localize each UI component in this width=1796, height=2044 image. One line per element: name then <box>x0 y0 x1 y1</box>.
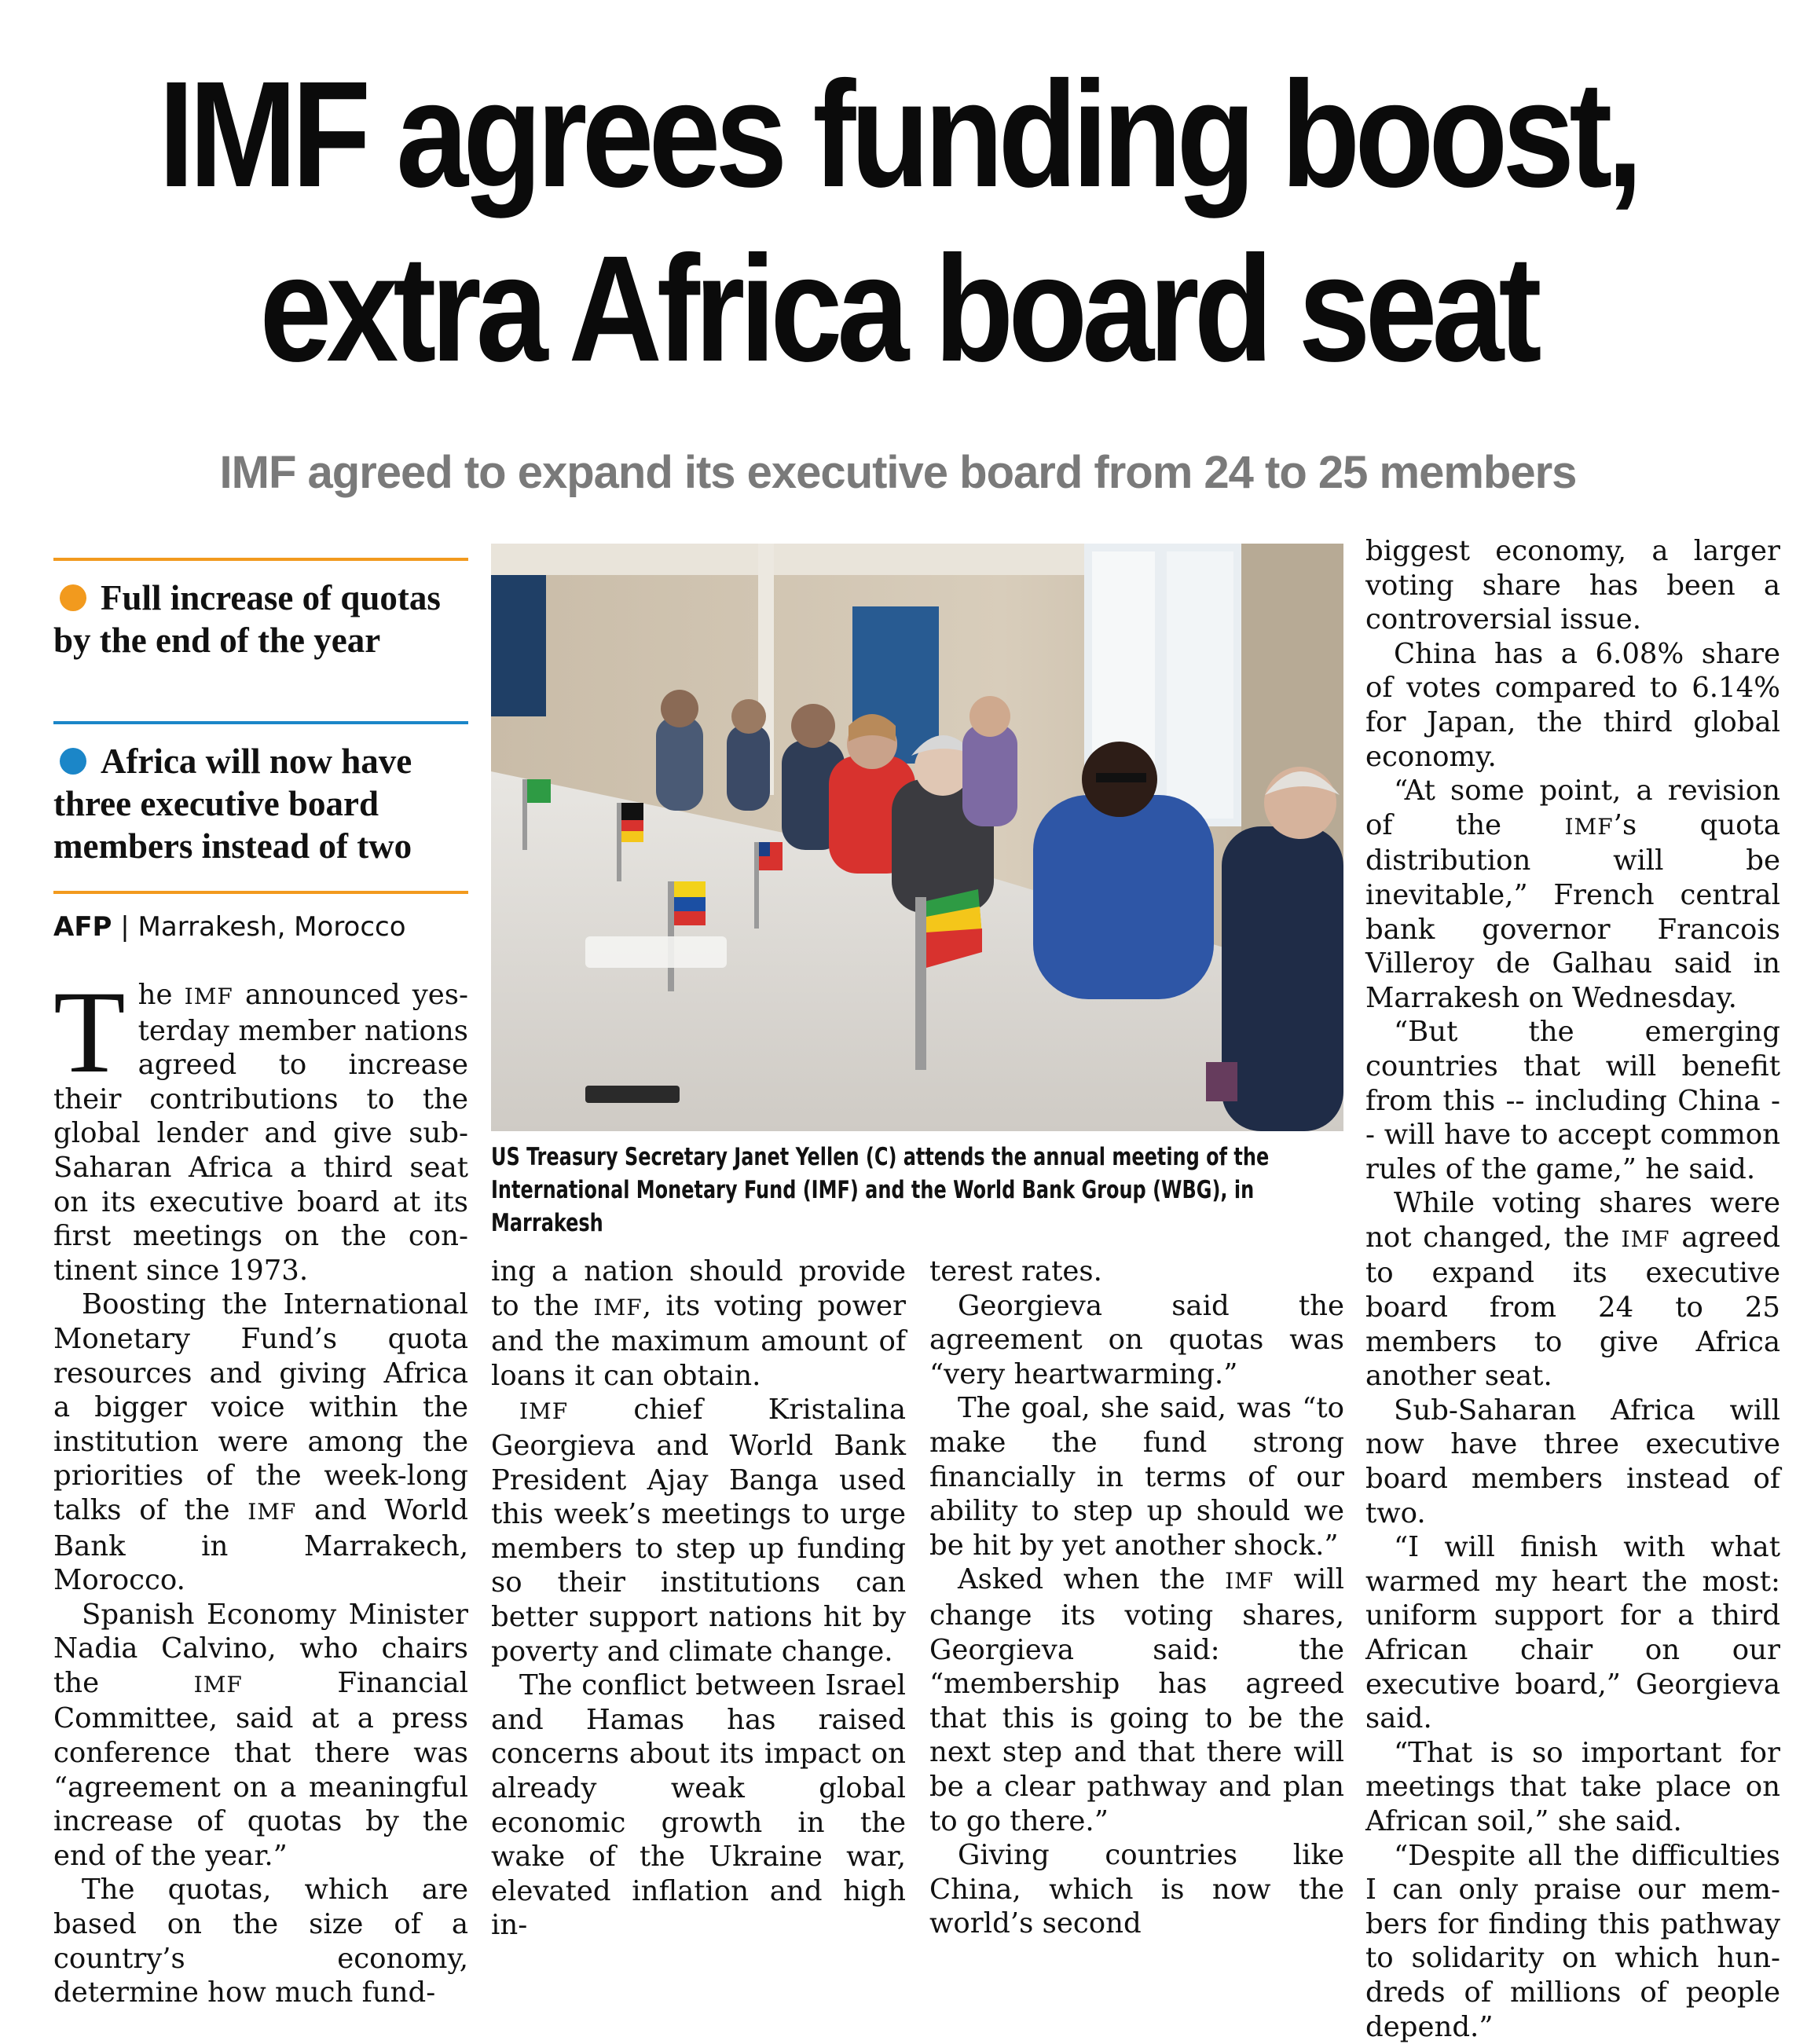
headline <box>126 47 1670 396</box>
col3-paragraph-2: Georgieva said the agreement on quotas was “very heartwarming.” <box>929 1289 1344 1390</box>
byline-location: Marrakesh, Morocco <box>137 911 406 943</box>
col1-p3-abbr: IMF <box>193 1671 243 1698</box>
col4-p3-text-a: “At some point, a revision of the <box>1365 775 1780 841</box>
col2-p2-abbr: IMF <box>519 1398 569 1425</box>
col2-paragraph-2 <box>491 1393 906 1669</box>
col1-paragraph-3 <box>53 1598 468 1874</box>
col4-p5-text-a: While voting shares were not changed, the <box>1365 1187 1780 1254</box>
col3-paragraph-3: The goal, she said, was “to make the fund strong financially in terms of our ability to step up should we be hit by yet another shock.” <box>929 1392 1344 1562</box>
col1-p1-text-b: announced yesterday member nations agreed to increase their contributions to the global lender and give sub-Saharan Africa a third seat on its executive board at its first meetings on the continent since 1973. <box>53 979 468 1287</box>
col4-paragraph-8: “That is so important for meetings that take place on African soil,” she said. <box>1365 1736 1780 1837</box>
col2-p1-text-b: , its voting power and the maximum amount of loans it can obtain. <box>491 1289 906 1392</box>
byline-agency: AFP <box>53 911 112 943</box>
subheadline: IMF agreed to expand its executive board from 24 to 25 members <box>219 447 1577 498</box>
col1-p2-text-a: Boosting the International Monetary Fund’s quota resources and giving Africa a bigger voice within the institution were among the priorities of the week-long talks of the <box>53 1288 468 1526</box>
col4-paragraph-1: biggest economy, a larger voting share has been a controversial issue. <box>1365 535 1780 636</box>
col4-p5-abbr: IMF <box>1621 1225 1670 1252</box>
col2-paragraph-1 <box>491 1255 906 1393</box>
col3-paragraph-5: Giving countries like China, which is now the world’s second <box>929 1839 1344 1940</box>
highlight-rule-top <box>53 558 468 561</box>
col4-paragraph-4: “But the emerging countries that will benefit from this -- including China -- will have to accept common rules of the game,” he said. <box>1365 1016 1780 1185</box>
col1-p2-abbr: IMF <box>247 1498 297 1525</box>
col4-p3-abbr: IMF <box>1564 813 1614 840</box>
article-column-1 <box>53 967 468 2010</box>
highlight-rule-bottom <box>53 891 468 894</box>
meeting-photo-illustration <box>491 544 1343 1131</box>
headline-line-1: IMF agrees funding boost, <box>158 49 1638 218</box>
col3-p4-text-b: will change its voting shares, Georgieva said: the “membership has agreed that this is going to be the next step and that there will be a clear pathway and plan to go there.” <box>929 1563 1344 1837</box>
byline: AFP | Marrakesh, Morocco <box>53 911 406 943</box>
col1-paragraph-1 <box>53 967 468 1288</box>
highlight-text-1: Full increase of quotas by the end of the year <box>53 578 441 660</box>
col3-p4-text-a: Asked when the <box>958 1563 1226 1596</box>
col2-p1-text-a: ing a nation should provide to the <box>491 1255 906 1322</box>
article-column-4 <box>1365 534 1780 2044</box>
col1-p1-text-a: he <box>137 979 185 1011</box>
photo-caption: US Treasury Secretary Janet Yellen (C) attends the annual meeting of the International Monetary Fund (IMF) and the World Bank Group (WBG), in Marrakesh <box>491 1143 1270 1237</box>
col1-p3-text-a: Spanish Economy Minister Nadia Calvino, who chairs the <box>53 1598 468 1699</box>
col4-paragraph-2: China has a 6.08% share of votes compared to 6.14% for Japan, the third global economy. <box>1365 637 1780 773</box>
blue-bullet-icon <box>60 748 86 775</box>
highlight-rule-middle <box>53 721 468 724</box>
col4-paragraph-9: “Despite all the difficulties I can only praise our members for finding this pathway to solidarity on which hundreds of millions of people depend.” <box>1365 1839 1780 2043</box>
col4-p5-text-b: agreed to expand its executive board from 24 to 25 members to give Africa another seat. <box>1365 1221 1780 1393</box>
highlight-item-1 <box>53 577 468 661</box>
col1-p1-abbr: IMF <box>184 984 233 1009</box>
article-column-2 <box>491 1255 906 1943</box>
col4-p3-text-b: ’s quota distribution will be inevitable,” French central bank governor Francois Villeroy de Galhau said in Marrakesh on Wednesday. <box>1365 808 1780 1014</box>
col2-p2-text-b: chief Kristalina Georgieva and World Bank President Ajay Banga used this week’s meetings to urge members to step up funding so their institutions can better support nations hit by poverty and climate change. <box>491 1394 906 1668</box>
col3-paragraph-1: terest rates. <box>929 1255 1102 1288</box>
article-column-3 <box>929 1255 1344 1941</box>
col4-paragraph-7: “I will finish with what warmed my heart the most: uniform support for a third African chair on our executive board,” Georgieva said. <box>1365 1531 1780 1735</box>
col4-paragraph-5 <box>1365 1186 1780 1394</box>
col3-p4-abbr: IMF <box>1225 1568 1274 1595</box>
col2-paragraph-3: The conflict between Israel and Hamas has raised concerns about its impact on already weak global economic growth in the wake of the Ukraine war, elevated inflation and high in- <box>491 1669 906 1942</box>
col4-paragraph-3 <box>1365 774 1780 1015</box>
col1-p2-text-b: and World Bank in Marrakech, Morocco. <box>53 1493 468 1597</box>
col3-paragraph-4 <box>929 1562 1344 1838</box>
meeting-photo <box>491 544 1343 1131</box>
highlight-text-2: Africa will now have three executive board members instead of two <box>53 742 412 866</box>
drop-cap: T <box>53 967 126 1097</box>
highlight-item-2 <box>53 740 468 867</box>
col1-paragraph-2 <box>53 1288 468 1597</box>
headline-line-2: extra Africa board seat <box>259 224 1537 393</box>
col4-paragraph-6: Sub-Saharan Africa will now have three executive board members instead of two. <box>1365 1394 1780 1529</box>
col2-p1-abbr: IMF <box>593 1294 643 1321</box>
orange-bullet-icon <box>60 584 86 611</box>
col1-p3-text-b: Financial Committee, said at a press conference that there was “agreement on a meaningful increase of quotas by the end of the year.” <box>53 1666 468 1872</box>
col1-paragraph-4: The quotas, which are based on the size of a country’s economy, determine how much fund- <box>53 1874 468 2009</box>
